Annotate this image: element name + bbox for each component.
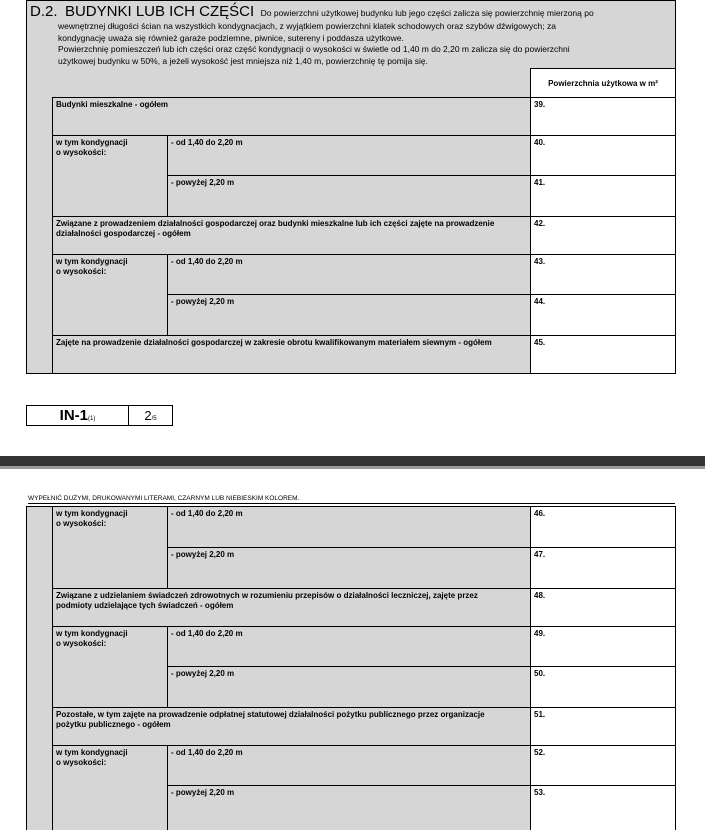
field-42-number: 42. [534,219,546,228]
page-number: 2 [144,408,152,423]
section-intro-2: wewnętrznej długości ścian na wszystkich kondygnacjach, z wyjątkiem powierzchni klatek schodowych oraz szybów dźwigowych; za [58,21,556,31]
tier-2-label-b: o wysokości: [56,266,107,276]
row-42-label-b: działalności gospodarczej - ogółem [56,228,191,238]
field-53-number: 53. [534,788,546,797]
row-50-label-cell [167,666,531,708]
field-49[interactable] [530,626,676,667]
row-48-label-b: podmioty udzielające tych świadczeń - ogółem [56,600,234,610]
row-41-label-cell [167,175,531,217]
field-43-number: 43. [534,257,546,266]
tier-4-label-b: o wysokości: [56,638,107,648]
field-51-number: 51. [534,710,546,719]
field-52-number: 52. [534,748,546,757]
field-41[interactable] [530,175,676,217]
field-43[interactable] [530,254,676,295]
row-42-label-a: Związane z prowadzeniem działalności gospodarczej oraz budynki mieszkalne lub ich części zajęte na prowadzenie [56,219,495,228]
column-header-label: Powierzchnia użytkowa w m² [548,79,658,88]
row-48-label-a: Związane z udzielaniem świadczeń zdrowotnych w rozumieniu przepisów o działalności leczniczej, zajęte przez [56,591,478,600]
row-53-label-cell [167,785,531,830]
row-46-label: - od 1,40 do 2,20 m [171,509,243,518]
field-40-number: 40. [534,138,546,147]
page-number-box [128,405,173,426]
section-intro-4: Powierzchnię pomieszczeń lub ich części oraz część kondygnacji o wysokości w świetle od 1,40 m do 2,20 m zalicza się do powierzchni [58,44,570,54]
row-49-label: - od 1,40 do 2,20 m [171,629,243,638]
row-50-label: - powyżej 2,20 m [171,669,235,678]
row-42-label-cell [52,216,531,255]
field-53[interactable] [530,785,676,830]
tier-4-label-cell [52,626,168,708]
row-43-label-cell [167,254,531,295]
row-48-label-cell [52,588,531,627]
field-45[interactable] [530,335,676,374]
tier-5-label-cell [52,745,168,830]
tier-4-label-a: w tym kondygnacji [56,629,128,638]
field-50-number: 50. [534,669,546,678]
row-44-label: - powyżej 2,20 m [171,297,235,306]
tier-3-label-cell [52,506,168,589]
form-code-box [26,405,129,426]
field-46-number: 46. [534,509,546,518]
page-total: /5 [151,416,157,422]
row-51-label-b: pożytku publicznego - ogółem [56,719,171,729]
tier-5-label-a: w tym kondygnacji [56,748,128,757]
field-48-number: 48. [534,591,546,600]
tier-5-label-b: o wysokości: [56,757,107,767]
row-52-label-cell [167,745,531,786]
section-intro-1: Do powierzchni użytkowej budynku lub jego części zalicza się powierzchnię mierzoną po [260,8,594,18]
field-45-number: 45. [534,338,546,347]
row-40-label: - od 1,40 do 2,20 m [171,138,243,147]
section-intro-5: użytkowej budynku w 50%, a jeżeli wysokość jest mniejsza niż 1,40 m, powierzchnię tę pomija się. [58,56,428,66]
form-code: IN-1 [59,407,88,424]
page-separator-shadow [0,466,705,469]
field-48[interactable] [530,588,676,627]
row-40-label-cell [167,135,531,176]
row-45-label-cell [52,335,531,374]
tier-3-label-a: w tym kondygnacji [56,509,128,518]
row-46-label-cell [167,506,531,548]
field-52[interactable] [530,745,676,786]
field-47-number: 47. [534,550,546,559]
row-51-label-cell [52,707,531,746]
section-title: BUDYNKI LUB ICH CZĘŚCI [64,3,255,20]
row-39-label: Budynki mieszkalne - ogółem [56,100,169,109]
column-header [530,68,676,98]
row-53-label: - powyżej 2,20 m [171,788,235,797]
field-51[interactable] [530,707,676,746]
row-44-label-cell [167,294,531,336]
field-40[interactable] [530,135,676,176]
instruction-text: WYPEŁNIĆ DUŻYMI, DRUKOWANYMI LITERAMI, CZARNYM LUB NIEBIESKIM KOLOREM. [28,495,300,502]
field-39[interactable] [530,97,676,136]
tier-1-label-b: o wysokości: [56,147,107,157]
tier-2-label-a: w tym kondygnacji [56,257,128,266]
field-46[interactable] [530,506,676,548]
field-42[interactable] [530,216,676,255]
row-51-label-a: Pozostałe, w tym zajęte na prowadzenie odpłatnej statutowej działalności pożytku publicznego przez organizacje [56,710,485,719]
row-52-label: - od 1,40 do 2,20 m [171,748,243,757]
row-43-label: - od 1,40 do 2,20 m [171,257,243,266]
form-variant: (1) [88,416,96,422]
row-45-label: Zajęte na prowadzenie działalności gospodarczej w zakresie obrotu kwalifikowanym materiałem siewnym - ogółem [56,338,492,347]
field-44[interactable] [530,294,676,336]
field-47[interactable] [530,547,676,589]
row-39-label-cell [52,97,531,136]
field-49-number: 49. [534,629,546,638]
row-47-label-cell [167,547,531,589]
tier-3-label-b: o wysokości: [56,518,107,528]
tier-1-label-a: w tym kondygnacji [56,138,128,147]
tier-2-label-cell [52,254,168,336]
field-50[interactable] [530,666,676,708]
tier-1-label-cell [52,135,168,217]
page-separator [0,456,705,466]
field-44-number: 44. [534,297,546,306]
row-41-label: - powyżej 2,20 m [171,178,235,187]
field-39-number: 39. [534,100,546,109]
field-41-number: 41. [534,178,546,187]
section-intro-3: kondygnację uważa się również garaże podziemne, piwnice, sutereny i poddasza użytkowe. [58,33,404,43]
row-47-label: - powyżej 2,20 m [171,550,235,559]
section-code: D.2. [30,3,58,20]
instruction-rule [28,503,675,504]
row-49-label-cell [167,626,531,667]
